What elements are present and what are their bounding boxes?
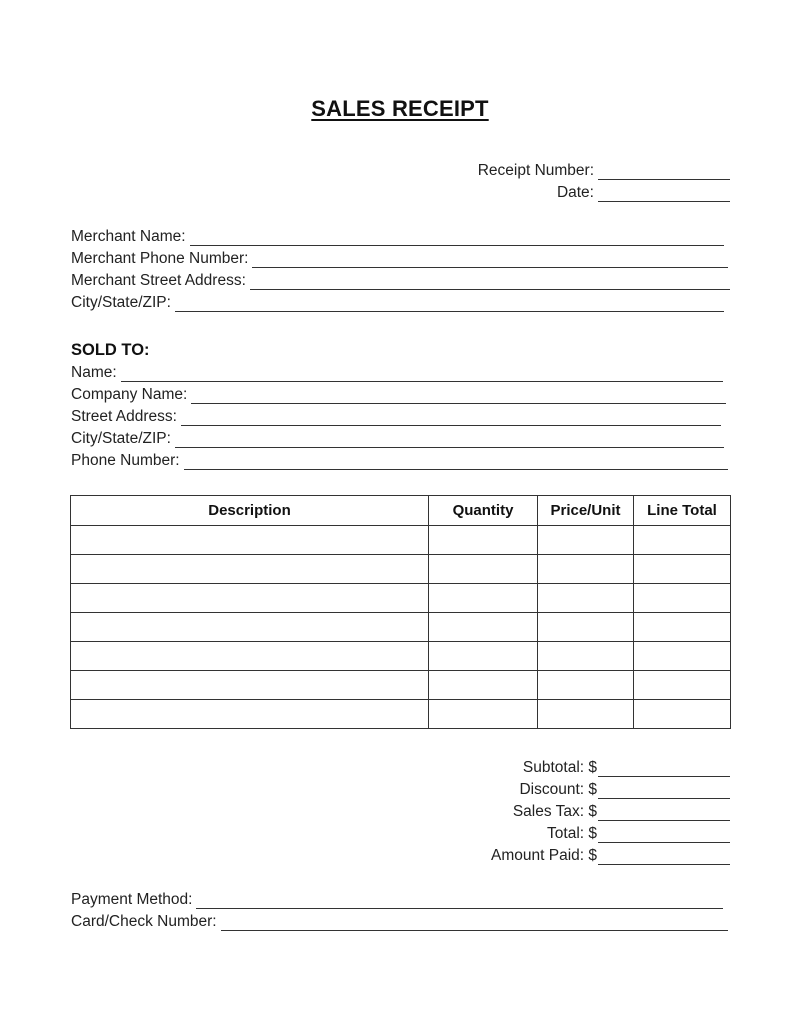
- company-name-field[interactable]: [191, 388, 726, 404]
- amount-paid-row: [491, 845, 730, 865]
- table-row: [71, 526, 731, 555]
- receipt-number-row: [478, 160, 730, 180]
- table-header-row: [71, 496, 731, 526]
- subtotal-field[interactable]: [598, 761, 730, 777]
- cell-description[interactable]: [71, 671, 429, 700]
- column-header-description: Description: [71, 496, 429, 526]
- date-label: Date:: [556, 184, 594, 201]
- column-header-price-unit: Price/Unit: [538, 496, 634, 526]
- merchant-city-row: [71, 292, 724, 312]
- merchant-city-field[interactable]: [175, 296, 724, 312]
- cell-description[interactable]: [71, 555, 429, 584]
- table-row: [71, 584, 731, 613]
- customer-name-label: Name:: [71, 364, 117, 381]
- receipt-number-label: Receipt Number:: [477, 162, 594, 179]
- customer-phone-field[interactable]: [184, 454, 728, 470]
- table-row: [71, 555, 731, 584]
- customer-street-label: Street Address:: [71, 408, 177, 425]
- merchant-street-row: [71, 270, 730, 290]
- customer-city-label: City/State/ZIP:: [71, 430, 171, 447]
- cell-line-total[interactable]: [634, 700, 731, 729]
- total-label: Total: $: [547, 825, 597, 842]
- page-title: SALES RECEIPT: [311, 96, 489, 121]
- customer-phone-label: Phone Number:: [71, 452, 180, 469]
- cell-quantity[interactable]: [429, 584, 538, 613]
- sold-to-heading: SOLD TO:: [71, 341, 150, 359]
- merchant-phone-row: [71, 248, 728, 268]
- cell-price-unit[interactable]: [538, 526, 634, 555]
- payment-method-label: Payment Method:: [71, 891, 193, 908]
- customer-street-row: [71, 406, 721, 426]
- card-check-field[interactable]: [221, 915, 728, 931]
- date-row: [557, 182, 730, 202]
- merchant-phone-label: Merchant Phone Number:: [71, 250, 249, 267]
- column-header-line-total: Line Total: [634, 496, 731, 526]
- amount-paid-field[interactable]: [598, 849, 730, 865]
- sales-tax-field[interactable]: [598, 805, 730, 821]
- merchant-name-field[interactable]: [190, 230, 724, 246]
- discount-row: [519, 779, 730, 799]
- cell-line-total[interactable]: [634, 671, 731, 700]
- merchant-name-label: Merchant Name:: [71, 228, 186, 245]
- merchant-phone-field[interactable]: [252, 252, 728, 268]
- payment-method-field[interactable]: [196, 893, 723, 909]
- items-table: [70, 495, 731, 729]
- cell-quantity[interactable]: [429, 613, 538, 642]
- sales-tax-label: Sales Tax: $: [512, 803, 597, 820]
- cell-line-total[interactable]: [634, 613, 731, 642]
- cell-line-total[interactable]: [634, 526, 731, 555]
- discount-label: Discount: $: [519, 781, 597, 798]
- cell-price-unit[interactable]: [538, 642, 634, 671]
- merchant-name-row: [71, 226, 724, 246]
- cell-description[interactable]: [71, 584, 429, 613]
- customer-name-field[interactable]: [121, 366, 723, 382]
- cell-line-total[interactable]: [634, 555, 731, 584]
- cell-description[interactable]: [71, 613, 429, 642]
- amount-paid-label: Amount Paid: $: [491, 847, 597, 864]
- payment-method-row: [71, 889, 723, 909]
- merchant-street-field[interactable]: [250, 274, 730, 290]
- cell-description[interactable]: [71, 642, 429, 671]
- cell-quantity[interactable]: [429, 555, 538, 584]
- cell-quantity[interactable]: [429, 671, 538, 700]
- cell-quantity[interactable]: [429, 700, 538, 729]
- company-name-row: [71, 384, 726, 404]
- cell-line-total[interactable]: [634, 584, 731, 613]
- company-name-label: Company Name:: [71, 386, 188, 403]
- cell-price-unit[interactable]: [538, 555, 634, 584]
- table-row: [71, 671, 731, 700]
- cell-description[interactable]: [71, 526, 429, 555]
- cell-quantity[interactable]: [429, 526, 538, 555]
- date-field[interactable]: [598, 186, 730, 202]
- table-row: [71, 642, 731, 671]
- column-header-quantity: Quantity: [429, 496, 538, 526]
- customer-phone-row: [71, 450, 728, 470]
- customer-city-field[interactable]: [175, 432, 724, 448]
- card-check-label: Card/Check Number:: [71, 913, 217, 930]
- merchant-city-label: City/State/ZIP:: [71, 294, 171, 311]
- cell-line-total[interactable]: [634, 642, 731, 671]
- cell-price-unit[interactable]: [538, 584, 634, 613]
- cell-price-unit[interactable]: [538, 613, 634, 642]
- card-check-row: [71, 911, 728, 931]
- sales-tax-row: [513, 801, 730, 821]
- table-row: [71, 700, 731, 729]
- receipt-number-field[interactable]: [598, 164, 730, 180]
- total-field[interactable]: [598, 827, 730, 843]
- cell-quantity[interactable]: [429, 642, 538, 671]
- customer-street-field[interactable]: [181, 410, 721, 426]
- table-row: [71, 613, 731, 642]
- total-row: [547, 823, 730, 843]
- cell-price-unit[interactable]: [538, 700, 634, 729]
- merchant-street-label: Merchant Street Address:: [71, 272, 246, 289]
- subtotal-label: Subtotal: $: [522, 759, 597, 776]
- subtotal-row: [523, 757, 730, 777]
- cell-price-unit[interactable]: [538, 671, 634, 700]
- customer-city-row: [71, 428, 724, 448]
- customer-name-row: [71, 362, 723, 382]
- discount-field[interactable]: [598, 783, 730, 799]
- cell-description[interactable]: [71, 700, 429, 729]
